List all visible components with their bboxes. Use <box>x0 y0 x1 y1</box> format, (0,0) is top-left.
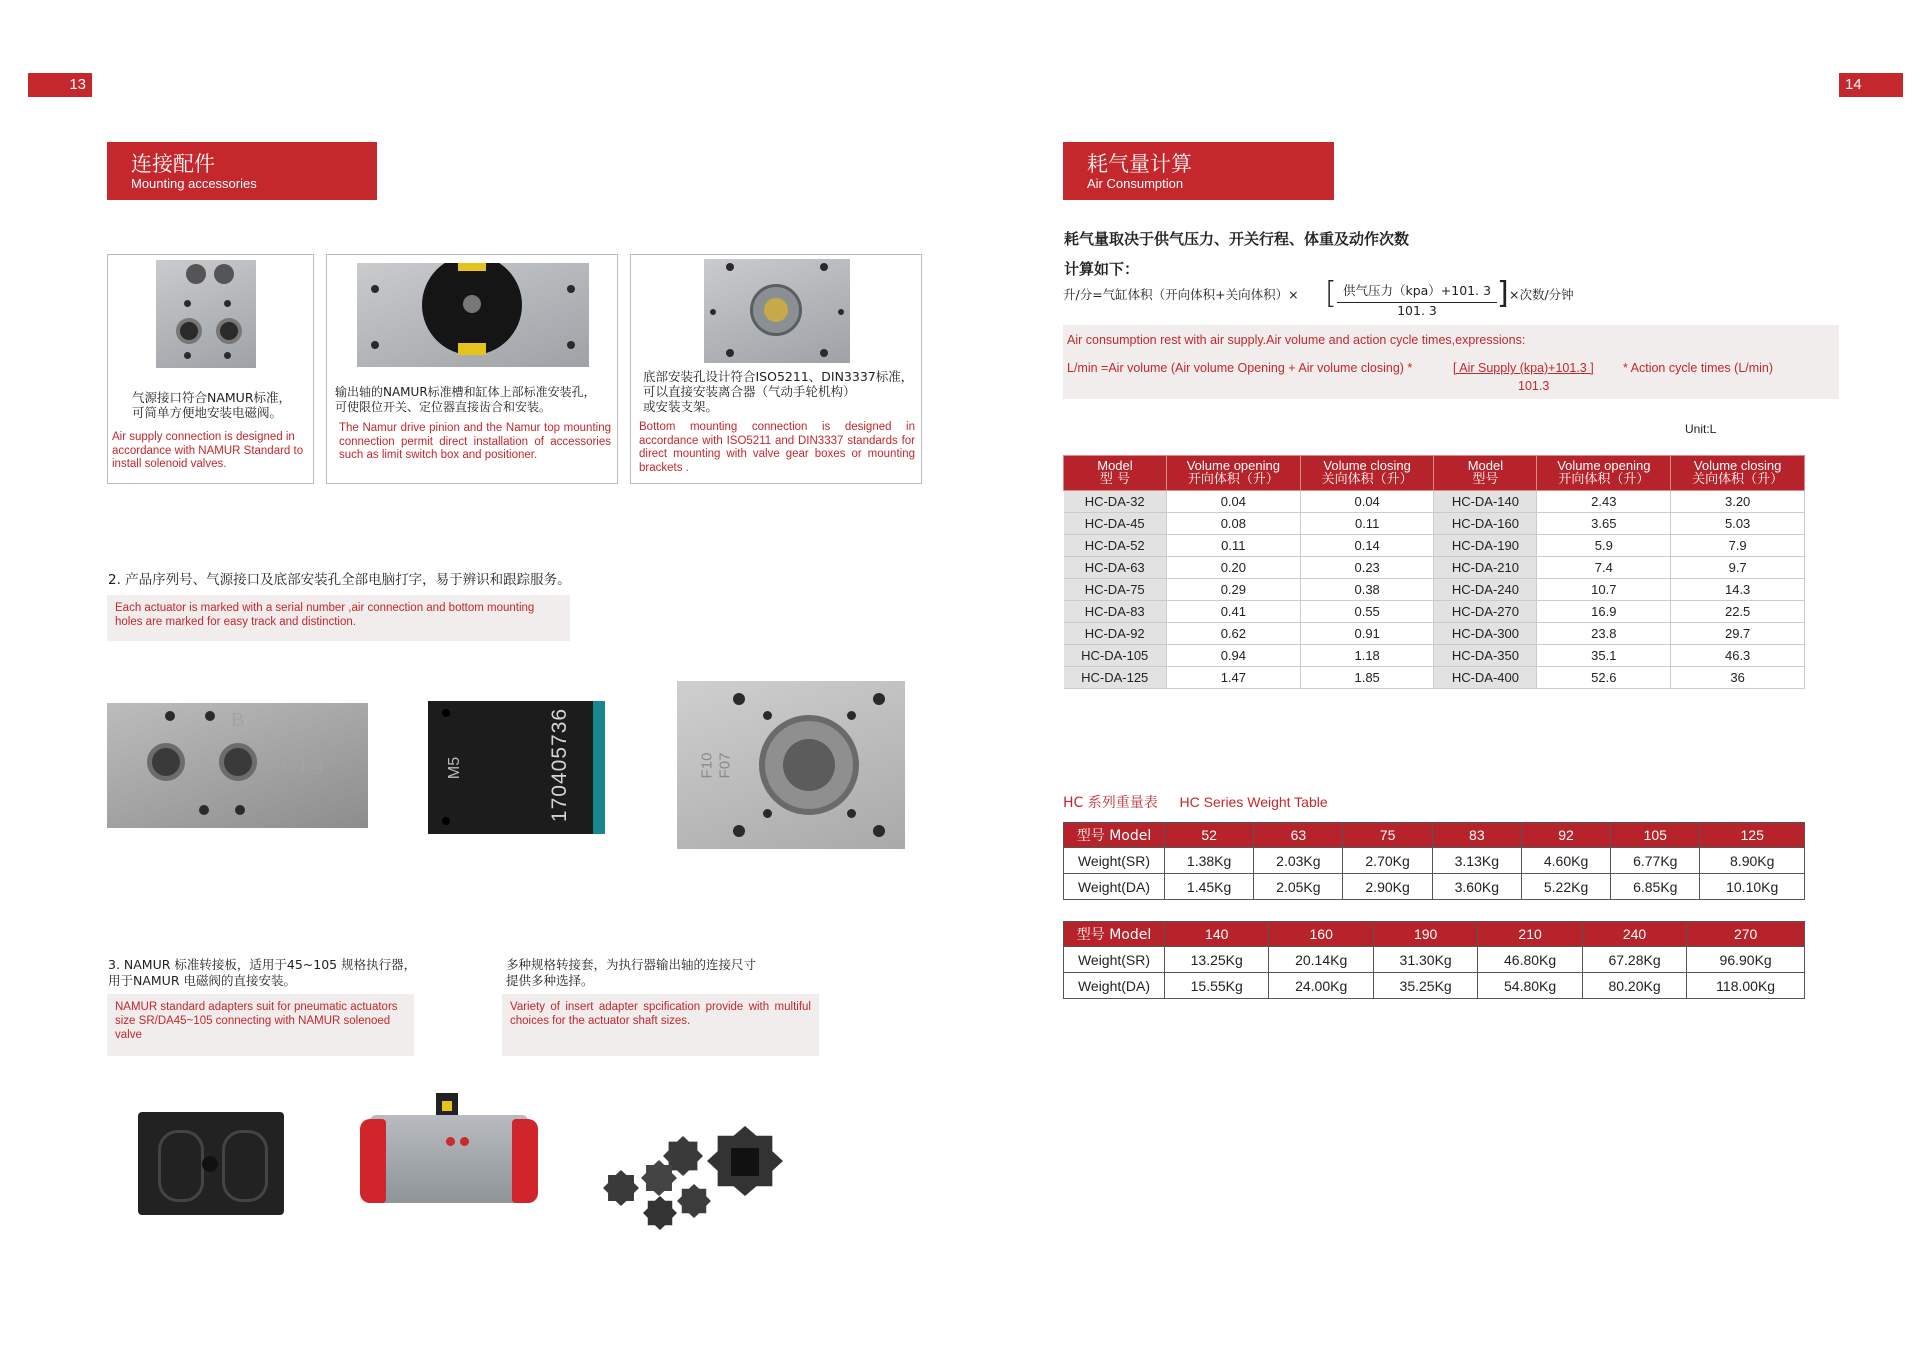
air-port-marking-photo <box>107 703 368 828</box>
section-heading-mounting <box>107 142 377 200</box>
model-cell: HC-DA-32 <box>1064 491 1167 513</box>
flange-marking-photo <box>677 681 905 849</box>
model-size-cell: 160 <box>1269 922 1373 947</box>
weight-value-cell: 10.10Kg <box>1700 874 1805 900</box>
weight-table-title <box>1063 792 1328 812</box>
volume-cell: 1.47 <box>1166 667 1300 689</box>
weight-value-cell: 118.00Kg <box>1687 973 1805 999</box>
card-bottom-mount <box>630 254 922 484</box>
table-row <box>1064 874 1805 900</box>
weight-value-cell: 31.30Kg <box>1373 947 1477 973</box>
model-cell: HC-DA-140 <box>1434 491 1537 513</box>
intro-line-2: 计算如下： <box>1064 260 1140 278</box>
formula-en-numerator: [ Air Supply (kpa)+101.3 ] <box>1453 361 1594 375</box>
table-row <box>1064 947 1805 973</box>
volume-cell: 3.65 <box>1537 513 1671 535</box>
volume-cell: 1.18 <box>1300 645 1434 667</box>
formula-en-box <box>1063 325 1839 399</box>
weight-value-cell: 2.90Kg <box>1343 874 1432 900</box>
model-cell: HC-DA-52 <box>1064 535 1167 557</box>
volume-cell: 36 <box>1671 667 1805 689</box>
weight-value-cell: 1.38Kg <box>1165 848 1254 874</box>
port-thread-label: G1/4" <box>282 753 333 777</box>
pinion-photo <box>357 263 589 367</box>
model-cell: HC-DA-350 <box>1434 645 1537 667</box>
volume-cell: 14.3 <box>1671 579 1805 601</box>
volume-cell: 22.5 <box>1671 601 1805 623</box>
weight-type-cell: Weight(SR) <box>1064 947 1165 973</box>
weight-value-cell: 67.28Kg <box>1582 947 1686 973</box>
weight-title-en: HC Series Weight Table <box>1179 794 1328 810</box>
formula-en-lhs: L/min =Air volume (Air volume Opening + Air volume closing) * <box>1067 361 1413 375</box>
insert-adapters-photo <box>603 1120 789 1235</box>
header-zh: 开向体积（升） <box>1558 472 1650 487</box>
model-label-cell: 型号 Model <box>1064 922 1165 947</box>
header-en: Volume closing <box>1323 458 1411 473</box>
card-namur-pinion <box>326 254 618 484</box>
model-size-cell: 210 <box>1478 922 1582 947</box>
header-zh: 型 号 <box>1099 472 1131 487</box>
volume-cell: 46.3 <box>1671 645 1805 667</box>
model-size-cell: 63 <box>1254 823 1343 848</box>
weight-value-cell: 15.55Kg <box>1165 973 1269 999</box>
table-row <box>1064 513 1805 535</box>
model-cell: HC-DA-240 <box>1434 579 1537 601</box>
volume-header-cell <box>1300 456 1434 491</box>
bottom-flange-photo <box>704 259 850 363</box>
section-heading-air-consumption <box>1063 142 1334 200</box>
card-text-zh: 输出轴的NAMUR标准槽和缸体上部标准安装孔， 可使限位开关、定位器直接齿合和安装。 <box>335 385 596 414</box>
table-row <box>1064 645 1805 667</box>
card-text-en: Bottom mounting connection is designed in accordance with ISO5211 and DIN3337 standards for direct mounting with valve gear boxes or mounting brackets . <box>639 421 915 474</box>
volume-cell: 1.85 <box>1300 667 1434 689</box>
model-size-cell: 125 <box>1700 823 1805 848</box>
card-text-en: Air supply connection is designed in accordance with NAMUR Standard to install solenoid valves. <box>112 431 304 470</box>
formula-rhs: ×次数/分钟 <box>1509 287 1574 302</box>
model-size-cell: 140 <box>1165 922 1269 947</box>
header-en: Volume opening <box>1557 458 1651 473</box>
volume-cell: 3.20 <box>1671 491 1805 513</box>
model-size-cell: 52 <box>1165 823 1254 848</box>
note-3-zh: 3. NAMUR 标准转接板，适用于45~105 规格执行器， 用于NAMUR 电磁阀的直接安装。 <box>108 957 417 988</box>
model-size-cell: 240 <box>1582 922 1686 947</box>
formula-denominator: 101. 3 <box>1397 303 1437 318</box>
formula-en-line1: Air consumption rest with air supply.Air volume and action cycle times,expressions: <box>1067 333 1526 347</box>
volume-cell: 2.43 <box>1537 491 1671 513</box>
model-size-cell: 270 <box>1687 922 1805 947</box>
header-en: Model <box>1097 458 1133 473</box>
weight-value-cell: 46.80Kg <box>1478 947 1582 973</box>
f10-label: F10 <box>698 752 716 779</box>
weight-value-cell: 1.45Kg <box>1165 874 1254 900</box>
formula-numerator: 供气压力（kpa）+101. 3 <box>1337 281 1497 303</box>
page-number-left: 13 <box>28 73 92 97</box>
model-cell: HC-DA-160 <box>1434 513 1537 535</box>
volume-cell: 5.03 <box>1671 513 1805 535</box>
volume-cell: 10.7 <box>1537 579 1671 601</box>
volume-header-cell <box>1671 456 1805 491</box>
weight-table-2 <box>1063 921 1805 999</box>
volume-cell: 0.94 <box>1166 645 1300 667</box>
weight-type-cell: Weight(DA) <box>1064 874 1165 900</box>
volume-cell: 5.9 <box>1537 535 1671 557</box>
volume-header-cell <box>1166 456 1300 491</box>
weight-title-zh: HC 系列重量表 <box>1063 795 1158 811</box>
model-cell: HC-DA-125 <box>1064 667 1167 689</box>
weight-value-cell: 3.60Kg <box>1432 874 1521 900</box>
formula-en-denominator: 101.3 <box>1518 379 1550 393</box>
volume-cell: 35.1 <box>1537 645 1671 667</box>
table-row <box>1064 667 1805 689</box>
volume-cell: 0.04 <box>1166 491 1300 513</box>
volume-cell: 9.7 <box>1671 557 1805 579</box>
note-4-zh: 多种规格转接套，为执行器输出轴的连接尺寸 提供多种选择。 <box>506 957 757 988</box>
model-cell: HC-DA-300 <box>1434 623 1537 645</box>
volume-cell: 0.41 <box>1166 601 1300 623</box>
intro-line-1: 耗气量取决于供气压力、开关行程、体重及动作次数 <box>1064 230 1410 248</box>
table-row <box>1064 973 1805 999</box>
weight-value-cell: 54.80Kg <box>1478 973 1582 999</box>
weight-value-cell: 2.03Kg <box>1254 848 1343 874</box>
m5-label: M5 <box>446 756 463 780</box>
namur-adapter-photo <box>138 1112 284 1215</box>
volume-cell: 0.08 <box>1166 513 1300 535</box>
weight-value-cell: 8.90Kg <box>1700 848 1805 874</box>
model-cell: HC-DA-45 <box>1064 513 1167 535</box>
weight-value-cell: 35.25Kg <box>1373 973 1477 999</box>
model-size-cell: 105 <box>1611 823 1700 848</box>
volume-cell: 0.04 <box>1300 491 1434 513</box>
model-size-cell: 190 <box>1373 922 1477 947</box>
header-en: Volume closing <box>1693 458 1782 473</box>
weight-value-cell: 6.85Kg <box>1611 874 1700 900</box>
header-en: Volume opening <box>1186 458 1280 473</box>
table-row <box>1064 623 1805 645</box>
weight-value-cell: 96.90Kg <box>1687 947 1805 973</box>
table-row <box>1064 535 1805 557</box>
header-zh: 型号 <box>1472 472 1499 487</box>
actuator-photo <box>360 1093 538 1229</box>
weight-value-cell: 3.13Kg <box>1432 848 1521 874</box>
volume-cell: 23.8 <box>1537 623 1671 645</box>
heading-zh: 耗气量计算 <box>1087 152 1192 176</box>
volume-cell: 0.20 <box>1166 557 1300 579</box>
weight-table-1 <box>1063 822 1805 900</box>
volume-cell: 52.6 <box>1537 667 1671 689</box>
volume-cell: 7.4 <box>1537 557 1671 579</box>
weight-type-cell: Weight(SR) <box>1064 848 1165 874</box>
volume-cell: 0.14 <box>1300 535 1434 557</box>
table-row <box>1064 601 1805 623</box>
weight-value-cell: 4.60Kg <box>1521 848 1610 874</box>
serial-number-photo <box>428 701 605 834</box>
model-cell: HC-DA-105 <box>1064 645 1167 667</box>
note-4-en: Variety of insert adapter spcification provide with multiful choices for the actuator shaft sizes. <box>502 994 819 1056</box>
unit-label: Unit:L <box>1685 422 1717 436</box>
formula-en-rhs: * Action cycle times (L/min) <box>1623 361 1774 375</box>
table-row <box>1064 557 1805 579</box>
model-cell: HC-DA-400 <box>1434 667 1537 689</box>
model-cell: HC-DA-92 <box>1064 623 1167 645</box>
card-air-supply <box>107 254 314 484</box>
weight-header-row <box>1064 922 1805 947</box>
header-zh: 关向体积（升） <box>1692 472 1784 487</box>
volume-cell: 0.38 <box>1300 579 1434 601</box>
heading-en: Air Consumption <box>1087 176 1184 191</box>
note-2-en: Each actuator is marked with a serial number ,air connection and bottom mounting holes are marked for easy track and distinction. <box>107 595 570 641</box>
volume-header-cell <box>1537 456 1671 491</box>
model-label-cell: 型号 Model <box>1064 823 1165 848</box>
model-size-cell: 75 <box>1343 823 1432 848</box>
serial-number-label: 170405736 <box>548 707 571 823</box>
volume-cell: 29.7 <box>1671 623 1805 645</box>
table-row <box>1064 579 1805 601</box>
weight-type-cell: Weight(DA) <box>1064 973 1165 999</box>
weight-value-cell: 20.14Kg <box>1269 947 1373 973</box>
note-2-zh: 2. 产品序列号、气源接口及底部安装孔全部电脑打字，易于辨识和跟踪服务。 <box>108 572 571 588</box>
weight-value-cell: 5.22Kg <box>1521 874 1610 900</box>
heading-en: Mounting accessories <box>131 176 257 191</box>
model-cell: HC-DA-63 <box>1064 557 1167 579</box>
volume-cell: 0.62 <box>1166 623 1300 645</box>
header-zh: 关向体积（升） <box>1321 472 1413 487</box>
weight-header-row <box>1064 823 1805 848</box>
formula-lhs: 升/分=气缸体积（开向体积+关向体积）× <box>1063 287 1299 302</box>
weight-value-cell: 24.00Kg <box>1269 973 1373 999</box>
volume-cell: 0.23 <box>1300 557 1434 579</box>
volume-header-cell <box>1434 456 1537 491</box>
heading-zh: 连接配件 <box>131 152 215 176</box>
weight-value-cell: 2.05Kg <box>1254 874 1343 900</box>
volume-cell: 0.91 <box>1300 623 1434 645</box>
header-zh: 开向体积（升） <box>1187 472 1279 487</box>
model-cell: HC-DA-83 <box>1064 601 1167 623</box>
model-cell: HC-DA-75 <box>1064 579 1167 601</box>
weight-value-cell: 13.25Kg <box>1165 947 1269 973</box>
volume-cell: 7.9 <box>1671 535 1805 557</box>
volume-header-cell <box>1064 456 1167 491</box>
air-port-photo <box>156 260 256 368</box>
volume-cell: 0.11 <box>1300 513 1434 535</box>
f07-label: F07 <box>716 752 734 779</box>
formula-zh: 升/分=气缸体积（开向体积+关向体积）× [ 供气压力（kpa）+101. 3 101. 3 ] ×次数/分钟 <box>1063 276 1574 318</box>
port-b-label: B <box>231 709 245 731</box>
volume-table <box>1063 455 1805 689</box>
model-cell: HC-DA-190 <box>1434 535 1537 557</box>
page-number-right: 14 <box>1839 73 1903 97</box>
volume-cell: 16.9 <box>1537 601 1671 623</box>
note-3-en: NAMUR standard adapters suit for pneumatic actuators size SR/DA45~105 connecting with NAMUR solenoed valve <box>107 994 414 1056</box>
model-cell: HC-DA-210 <box>1434 557 1537 579</box>
table-row <box>1064 491 1805 513</box>
card-text-zh: 气源接口符合NAMUR标准， 可简单方便地安装电磁阀。 <box>132 390 292 420</box>
weight-value-cell: 80.20Kg <box>1582 973 1686 999</box>
weight-value-cell: 2.70Kg <box>1343 848 1432 874</box>
header-en: Model <box>1467 458 1504 473</box>
model-cell: HC-DA-270 <box>1434 601 1537 623</box>
volume-cell: 0.29 <box>1166 579 1300 601</box>
weight-value-cell: 6.77Kg <box>1611 848 1700 874</box>
card-text-zh: 底部安装孔设计符合ISO5211、DIN3337标准， 可以直接安装离合器（气动手轮机构） 或安装支架。 <box>643 369 914 414</box>
card-text-en: The Namur drive pinion and the Namur top mounting connection permit direct installation of accessories such as limit switch box and positioner. <box>339 422 611 461</box>
volume-cell: 0.11 <box>1166 535 1300 557</box>
volume-cell: 0.55 <box>1300 601 1434 623</box>
model-size-cell: 83 <box>1432 823 1521 848</box>
model-size-cell: 92 <box>1521 823 1610 848</box>
table-row <box>1064 848 1805 874</box>
